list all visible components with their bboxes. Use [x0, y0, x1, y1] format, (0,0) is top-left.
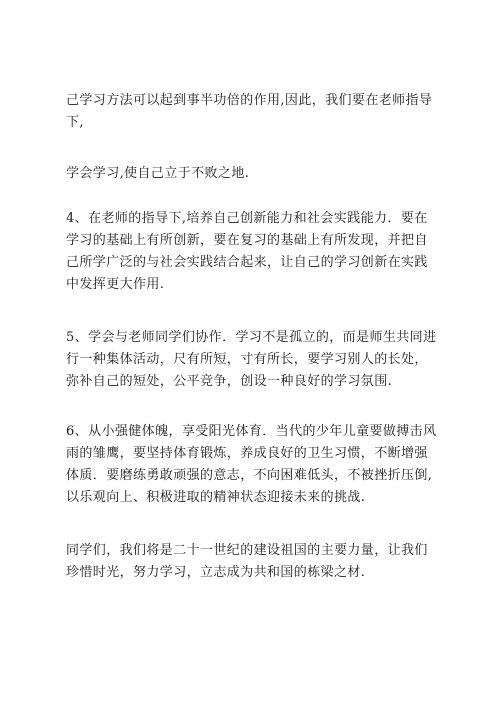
text-line: 学会学习,使自己立于不败之地. [66, 166, 250, 181]
paragraph-point-6 [66, 421, 436, 509]
text-line: 以乐观向上、积极进取的精神状态迎接未来的挑战. [66, 490, 366, 505]
paragraph-point-4 [66, 208, 436, 296]
text-line: 4、在老师的指导下,培养自己创新能力和社会实践能力．要在 [66, 211, 428, 226]
paragraph-closing [66, 540, 436, 584]
text-line: 6、从小强健体魄，享受阳光体育．当代的少年儿童要做搏击风 [66, 424, 437, 439]
paragraph-learn-to-learn [66, 163, 436, 185]
text-line: 中发挥更大作用. [66, 277, 165, 292]
text-line: 己所学广泛的与社会实践结合起来，让自己的学习创新在实践 [66, 255, 428, 270]
text-line: 珍惜时光，努力学习，立志成为共和国的栋梁之材. [66, 565, 366, 580]
text-line: 学习的基础上有所创新，要在复习的基础上有所发现，并把自 [66, 233, 428, 248]
text-line: 己学习方法可以起到事半功倍的作用,因此，我们要在老师指导 [66, 93, 433, 108]
text-line: 行一种集体活动，尺有所短，寸有所长，要学习别人的长处， [66, 352, 428, 367]
paragraph-point-5 [66, 327, 436, 393]
paragraph-study-method-continued [66, 90, 436, 134]
text-line: 下, [66, 115, 84, 130]
text-line: 5、学会与老师同学们协作．学习不是孤立的，而是师生共同进 [66, 330, 437, 345]
text-line: 弥补自己的短处，公平竞争，创设一种良好的学习氛围. [66, 374, 393, 389]
text-line: 雨的雏鹰，要坚持体育锻炼，养成良好的卫生习惯，不断增强 [66, 446, 428, 461]
text-line: 体质．要磨练勇敢顽强的意志，不向困难低头，不被挫折压倒, [66, 468, 433, 483]
text-line: 同学们，我们将是二十一世纪的建设祖国的主要力量，让我们 [66, 543, 428, 558]
